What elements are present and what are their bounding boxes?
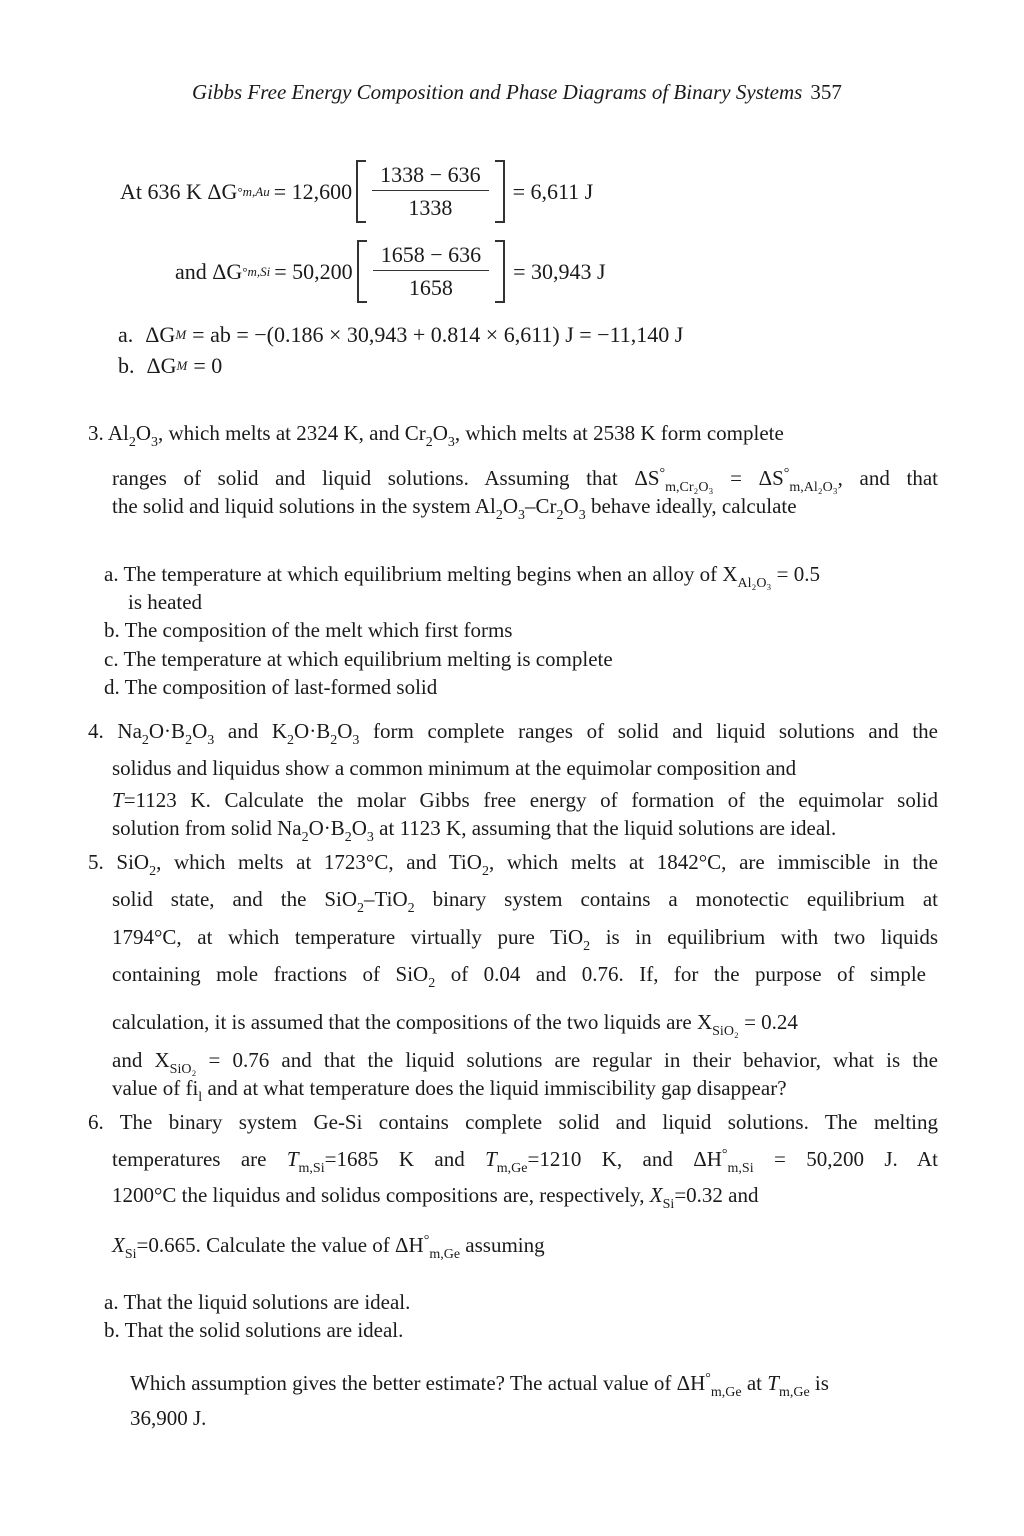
text-segment: a. That the liquid solutions are ideal.	[104, 1290, 411, 1314]
italic-symbol: T	[485, 1147, 497, 1171]
text-segment: O	[192, 719, 208, 743]
subscript: m,Ge	[710, 1385, 742, 1400]
text-segment: at 1123 K, assuming that the liquid solutions are ideal.	[373, 816, 837, 840]
q5-line	[112, 887, 938, 916]
text-segment: at	[741, 1371, 768, 1395]
superscript: °	[783, 466, 790, 481]
q3-item-c	[104, 647, 613, 671]
text-segment: of 0.04 and 0.76. If, for the purpose of simple	[435, 962, 926, 986]
text-segment: form complete ranges of solid and liquid solutions and the	[359, 719, 938, 743]
q4-line	[88, 719, 938, 748]
text-segment: O	[432, 421, 448, 445]
q6-line	[112, 1147, 938, 1176]
fraction	[373, 242, 489, 301]
text-segment: binary system contains a monotectic equilibrium at	[414, 887, 938, 911]
q3-item-a	[104, 562, 820, 591]
text-segment: O	[337, 719, 353, 743]
text-segment: value of fi	[112, 1076, 199, 1100]
q3-item-d	[104, 675, 437, 699]
superscript: °	[423, 1233, 430, 1248]
subscript: Al₂O₃	[737, 576, 772, 591]
text-segment: ranges of solid and liquid solutions. Assuming that ΔS	[112, 466, 660, 490]
q4-line	[112, 788, 938, 812]
subscript: 3	[518, 508, 526, 523]
text-segment: b. The composition of the melt which first forms	[104, 618, 513, 642]
eq-text: = 0	[193, 353, 223, 378]
q6-line	[112, 1233, 545, 1262]
text-segment: O	[135, 421, 152, 445]
text-segment: containing mole fractions of SiO	[112, 962, 429, 986]
q3-line	[112, 466, 939, 495]
denominator: 1338	[408, 195, 453, 220]
text-segment: = 50,200 J. At	[753, 1147, 938, 1171]
subscript: 2	[128, 435, 136, 450]
text-segment: = ΔS	[713, 466, 784, 490]
eq-sup: M	[176, 358, 188, 373]
subscript: 2	[583, 939, 591, 954]
text-segment: , which melts at 1723°C, and TiO	[156, 850, 482, 874]
q5-line	[112, 1048, 938, 1077]
subscript: l	[198, 1090, 203, 1105]
text-segment: b. That the solid solutions are ideal.	[104, 1318, 404, 1342]
italic-symbol: X	[112, 1233, 125, 1257]
eq-text: At 636 K ΔG	[120, 178, 238, 204]
running-header	[192, 80, 842, 105]
eq-text: and ΔG	[175, 258, 243, 284]
subscript: m,Al₂O₃	[789, 480, 838, 495]
text-segment: , which melts at 2538 K form complete	[454, 421, 784, 445]
text-segment: and K	[214, 719, 288, 743]
answer-a	[118, 322, 683, 348]
subscript: 2	[149, 864, 157, 879]
subscript: 2	[141, 733, 149, 748]
q6-item-a	[104, 1290, 410, 1314]
equation-gold	[120, 160, 593, 223]
subscript: SiO₂	[169, 1062, 197, 1077]
text-segment: solution from solid Na	[112, 816, 302, 840]
subscript: 2	[407, 901, 415, 916]
subscript: 2	[556, 508, 564, 523]
bracket	[356, 160, 504, 223]
q6-question	[130, 1406, 206, 1430]
subscript: 2	[330, 733, 338, 748]
superscript: °	[705, 1371, 711, 1386]
q5-line	[112, 962, 926, 991]
text-segment: O·B	[148, 719, 186, 743]
eq-label: b.	[118, 353, 135, 378]
subscript: 3	[447, 435, 455, 450]
eq-text: ΔG	[146, 353, 177, 378]
text-segment: O	[563, 494, 579, 518]
text-segment: solidus and liquidus show a common minimum at the equimolar composition and	[112, 756, 797, 780]
eq-sup: M	[175, 327, 187, 342]
subscript: 2	[185, 733, 193, 748]
subscript: 3	[151, 435, 159, 450]
q6-item-b	[104, 1318, 403, 1342]
italic-symbol: T	[286, 1147, 299, 1171]
text-segment: O	[502, 494, 519, 518]
eq-sub: m,Si	[247, 263, 271, 279]
header-title: Gibbs Free Energy Composition and Phase Diagrams of Binary Systems	[192, 80, 803, 104]
superscript: °	[659, 466, 666, 481]
subscript: 3	[366, 830, 374, 845]
q6-question	[130, 1371, 829, 1400]
text-segment: temperatures are	[112, 1147, 287, 1171]
eq-text: = ab = −(0.186 × 30,943 + 0.814 × 6,611) J = −11,140 J	[192, 322, 684, 347]
text-segment: =0.665. Calculate the value of ΔH	[136, 1233, 424, 1257]
subscript: 2	[495, 508, 503, 523]
eq-sup: °	[237, 183, 243, 199]
subscript: 2	[425, 435, 433, 450]
text-segment: = 0.76 and that the liquid solutions are regular in their behavior, what is the	[196, 1048, 938, 1072]
answer-b	[118, 353, 222, 379]
text-segment: and X	[112, 1048, 170, 1072]
text-segment: =0.32 and	[674, 1183, 759, 1207]
subscript: m,Si	[298, 1161, 325, 1176]
subscript: 2	[287, 733, 295, 748]
text-segment: 1200°C the liquidus and solidus compositions are, respectively,	[112, 1183, 650, 1207]
text-segment: c. The temperature at which equilibrium melting is complete	[104, 647, 613, 671]
denominator: 1658	[408, 275, 453, 300]
equation-silicon	[175, 240, 606, 303]
subscript: 2	[357, 901, 365, 916]
text-segment: is in equilibrium with two liquids	[590, 925, 938, 949]
text-segment: =1210 K, and ΔH	[527, 1147, 722, 1171]
eq-text: = 12,600	[273, 178, 353, 204]
eq-result: = 30,943 J	[513, 258, 606, 284]
subscript: m,Ge	[496, 1161, 528, 1176]
subscript: m,Ge	[429, 1247, 461, 1262]
text-segment: a. The temperature at which equilibrium melting begins when an alloy of X	[104, 562, 738, 586]
q5-line	[88, 850, 938, 879]
italic-symbol: T	[112, 788, 124, 812]
text-segment: –Cr	[525, 494, 557, 518]
subscript: Si	[662, 1197, 675, 1212]
text-segment: the solid and liquid solutions in the system Al	[112, 494, 496, 518]
subscript: m,Cr₂O₃	[665, 480, 714, 495]
numerator: 1338 − 636	[372, 162, 488, 191]
text-segment: –TiO	[364, 887, 408, 911]
text-segment: 36,900 J.	[130, 1406, 207, 1430]
text-segment: , which melts at 1842°C, are immiscible in the	[488, 850, 938, 874]
subscript: 3	[207, 733, 215, 748]
subscript: m,Si	[727, 1161, 754, 1176]
text-segment: behave ideally, calculate	[585, 494, 797, 518]
text-segment: O	[351, 816, 367, 840]
q3-item-a-cont	[128, 590, 202, 614]
q6-line	[112, 1183, 759, 1212]
page-number: 357	[810, 80, 842, 104]
text-segment: = 0.24	[738, 1010, 798, 1034]
text-segment: = 0.5	[771, 562, 820, 586]
numerator: 1658 − 636	[373, 242, 489, 271]
text-segment: 6. The binary system Ge-Si contains complete solid and liquid solutions. The melting	[88, 1110, 938, 1134]
text-segment: =1123 K. Calculate the molar Gibbs free energy of formation of the equimolar solid	[123, 788, 938, 812]
text-segment: assuming	[460, 1233, 545, 1257]
italic-symbol: T	[767, 1371, 779, 1395]
subscript: 2	[344, 830, 352, 845]
text-segment: =1685 K and	[324, 1147, 486, 1171]
bracket	[357, 240, 505, 303]
subscript: m,Ge	[778, 1385, 810, 1400]
subscript: 3	[352, 733, 360, 748]
subscript: 2	[481, 864, 489, 879]
q3-line	[112, 494, 797, 523]
eq-sub: m,Au	[242, 183, 270, 199]
text-segment: 1794°C, at which temperature virtually pure TiO	[112, 925, 584, 949]
text-segment: O·B	[308, 816, 345, 840]
italic-symbol: X	[649, 1183, 663, 1207]
text-segment: 3. Al	[88, 421, 129, 445]
q5-line	[112, 1076, 787, 1105]
text-segment: 4. Na	[88, 719, 142, 743]
subscript: 3	[578, 508, 586, 523]
fraction	[372, 162, 488, 221]
text-segment: Which assumption gives the better estimate? The actual value of ΔH	[130, 1371, 706, 1395]
q5-line	[112, 925, 938, 954]
text-segment: d. The composition of last-formed solid	[104, 675, 438, 699]
eq-label: a.	[118, 322, 134, 347]
text-segment: is heated	[128, 590, 203, 614]
eq-result: = 6,611 J	[512, 178, 594, 204]
subscript: 2	[428, 976, 436, 991]
subscript: SiO₂	[712, 1024, 739, 1039]
text-segment: , and that	[837, 466, 939, 490]
eq-text: = 50,200	[274, 258, 353, 284]
subscript: Si	[124, 1247, 137, 1262]
superscript: °	[721, 1147, 728, 1162]
text-segment: O·B	[294, 719, 331, 743]
text-segment: solid state, and the SiO	[112, 887, 358, 911]
q6-line	[88, 1110, 938, 1134]
text-segment: 5. SiO	[88, 850, 150, 874]
q4-line	[112, 756, 796, 780]
q3-line	[88, 421, 784, 450]
text-segment: , which melts at 2324 K, and Cr	[158, 421, 426, 445]
text-segment: calculation, it is assumed that the compositions of the two liquids are X	[112, 1010, 713, 1034]
eq-sup: °	[242, 263, 248, 279]
text-segment: is	[809, 1371, 829, 1395]
q5-line	[112, 1010, 798, 1039]
q4-line	[112, 816, 837, 845]
eq-text: ΔG	[145, 322, 176, 347]
subscript: 2	[301, 830, 309, 845]
text-segment: and at what temperature does the liquid immiscibility gap disappear?	[202, 1076, 787, 1100]
q3-item-b	[104, 618, 512, 642]
